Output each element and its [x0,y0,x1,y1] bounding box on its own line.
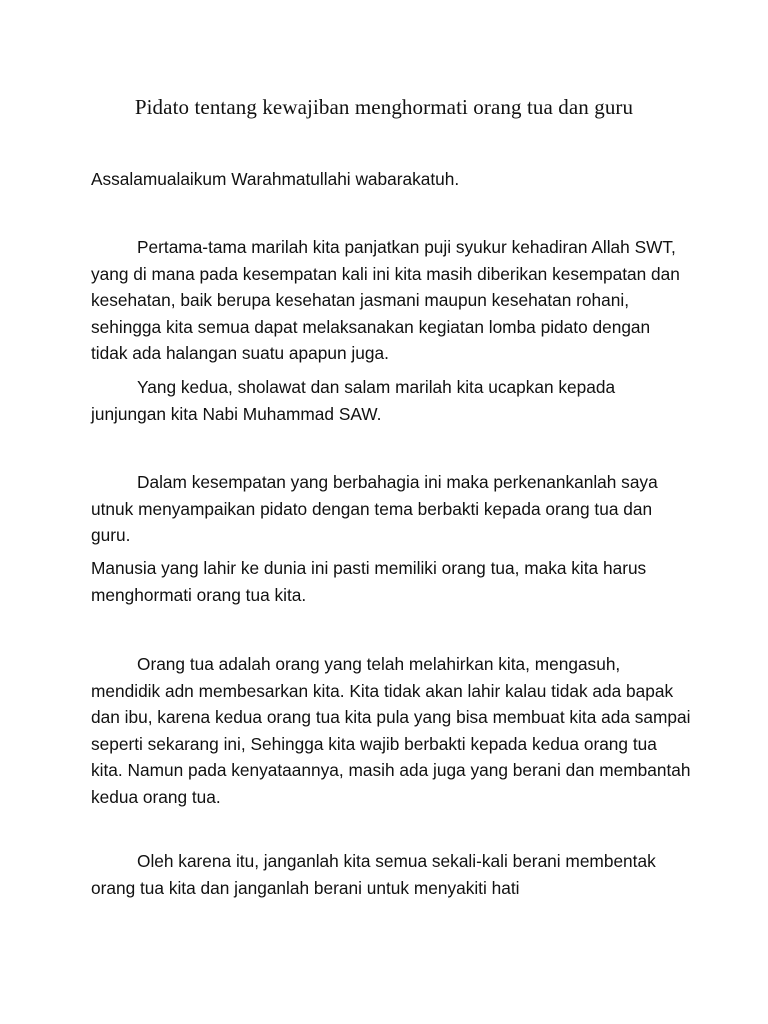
paragraph-human-parents: Manusia yang lahir ke dunia ini pasti memiliki orang tua, maka kita harus menghormati orang tua kita. [91,558,647,605]
greeting-paragraph: Assalamualaikum Warahmatullahi wabarakatuh. [91,169,460,189]
paragraph-theme-intro: Dalam kesempatan yang berbahagia ini maka perkenankanlah saya utnuk menyampaikan pidato dengan tema berbakti kepada orang tua dan guru. [91,472,658,545]
document-title: Pidato tentang kewajiban menghormati orang tua dan guru [134,95,634,119]
paragraph-closing-advice: Oleh karena itu, janganlah kita semua sekali-kali berani membentak orang tua kita dan janganlah berani untuk menyakiti hati [91,851,656,898]
paragraph-sholawat: Yang kedua, sholawat dan salam marilah kita ucapkan kepada junjungan kita Nabi Muhammad SAW. [91,377,616,424]
paragraph-parents-role: Orang tua adalah orang yang telah melahirkan kita, mengasuh, mendidik adn membesarkan kita. Kita tidak akan lahir kalau tidak ada bapak dan ibu, karena kedua orang tua kita pula yang bisa membuat kita ada sampai seperti sekarang ini, Sehingga kita wajib berbakti kepada kedua orang tua kita. Namun pada kenyataannya, masih ada juga yang berani dan membantah kedua orang tua. [91,654,691,807]
paragraph-opening-praise: Pertama-tama marilah kita panjatkan puji syukur kehadiran Allah SWT, yang di mana pada kesempatan kali ini kita masih diberikan kesempatan dan kesehatan, baik berupa kesehatan jasmani maupun kesehatan rohani, sehingga kita semua dapat melaksanakan kegiatan lomba pidato dengan tidak ada halangan suatu apapun juga. [91,237,680,363]
